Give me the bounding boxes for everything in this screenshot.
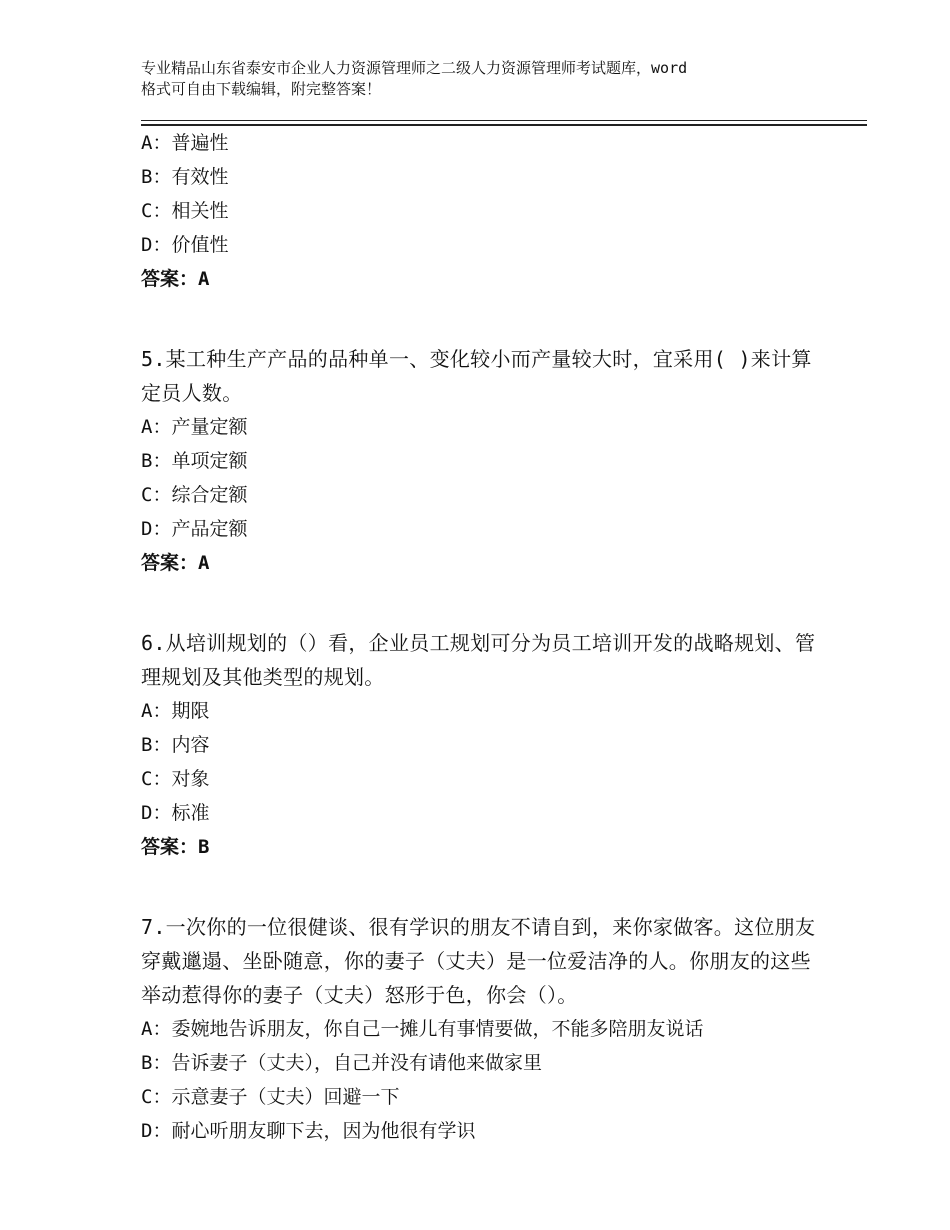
question-list bbox=[141, 126, 821, 1148]
option-c: C：对象 bbox=[141, 768, 210, 790]
question-4-block bbox=[141, 126, 821, 296]
question-5-block bbox=[141, 342, 821, 580]
option-c: C：相关性 bbox=[141, 200, 229, 222]
option-b: B：单项定额 bbox=[141, 450, 248, 472]
header-divider bbox=[141, 120, 867, 121]
answer-label: 答案：B bbox=[141, 836, 210, 858]
question-6-block bbox=[141, 626, 821, 864]
header-line-2: 格式可自由下载编辑，附完整答案！ bbox=[141, 80, 382, 98]
header-line-1: 专业精品山东省泰安市企业人力资源管理师之二级人力资源管理师考试题库，word bbox=[141, 59, 688, 77]
option-d: D：耐心听朋友聊下去，因为他很有学识 bbox=[141, 1120, 476, 1142]
option-a: A：普遍性 bbox=[141, 132, 229, 154]
option-d: D：产品定额 bbox=[141, 518, 248, 540]
option-b: B：有效性 bbox=[141, 166, 229, 188]
answer-label: 答案：A bbox=[141, 268, 210, 290]
option-d: D：价值性 bbox=[141, 234, 229, 256]
document-header bbox=[141, 58, 841, 100]
option-b: B：内容 bbox=[141, 734, 210, 756]
option-b: B：告诉妻子（丈夫），自己并没有请他来做家里 bbox=[141, 1052, 542, 1074]
answer-label: 答案：A bbox=[141, 552, 210, 574]
option-a: A：委婉地告诉朋友，你自己一摊儿有事情要做，不能多陪朋友说话 bbox=[141, 1018, 704, 1040]
question-stem: 7.一次你的一位很健谈、很有学识的朋友不请自到，来你家做客。这位朋友穿戴邋遢、坐卧随意，你的妻子（丈夫）是一位爱洁净的人。你朋友的这些举动惹得你的妻子（丈夫）怒形于色，你会（）。 bbox=[141, 915, 816, 1007]
option-c: C：示意妻子（丈夫）回避一下 bbox=[141, 1086, 400, 1108]
question-stem: 6.从培训规划的（）看，企业员工规划可分为员工培训开发的战略规划、管理规划及其他类型的规划。 bbox=[141, 631, 816, 689]
question-7-block bbox=[141, 910, 821, 1148]
option-a: A：产量定额 bbox=[141, 416, 248, 438]
question-stem: 5.某工种生产产品的品种单一、变化较小而产量较大时，宜采用( )来计算定员人数。 bbox=[141, 347, 812, 405]
option-c: C：综合定额 bbox=[141, 484, 248, 506]
option-d: D：标准 bbox=[141, 802, 210, 824]
option-a: A：期限 bbox=[141, 700, 210, 722]
